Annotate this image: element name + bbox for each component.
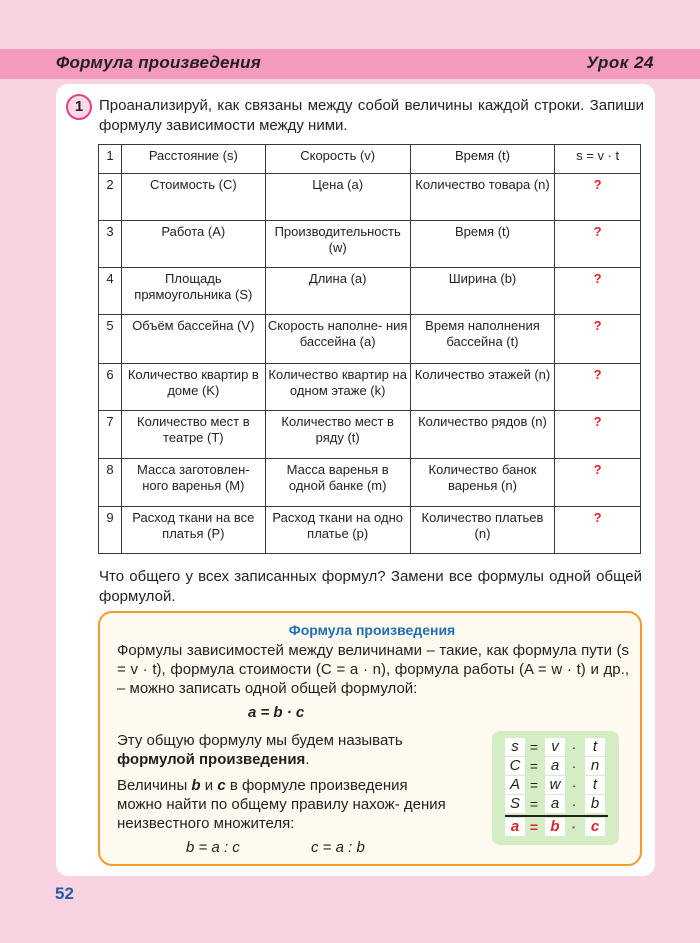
table-row xyxy=(99,174,641,221)
rule-title: Формула произведения xyxy=(288,622,456,638)
task-number-badge: 1 xyxy=(66,94,92,120)
cell-a: Масса заготовлен- ного варенья (M) xyxy=(121,459,265,507)
cell-b: Длина (a) xyxy=(265,268,410,315)
grid-variable: b xyxy=(585,795,605,813)
grid-operator: = xyxy=(529,819,539,835)
rule-text-name-part: Эту общую формулу мы будем называть xyxy=(117,732,403,749)
rule-text-factors-part: Величины xyxy=(117,777,192,794)
grid-operator: = xyxy=(529,796,539,812)
grid-variable: c xyxy=(585,818,605,836)
grid-operator: = xyxy=(529,777,539,793)
table-row xyxy=(99,145,641,174)
cell-c: Ширина (b) xyxy=(410,268,555,315)
cell-f: ? xyxy=(555,315,641,364)
cell-a: Количество квартир в доме (K) xyxy=(121,364,265,411)
cell-a: Объём бассейна (V) xyxy=(121,315,265,364)
cell-b: Масса варенья в одной банке (m) xyxy=(265,459,410,507)
lesson-label: Урок 24 xyxy=(586,53,654,72)
rule-text-factors-end: в формуле произведения можно найти по общему правилу нахож- дения неизвестного множителя: xyxy=(117,777,446,832)
cell-c: Время наполнения бассейна (t) xyxy=(410,315,555,364)
cell-c: Количество платьев (n) xyxy=(410,507,555,554)
page-number: 52 xyxy=(55,884,74,903)
grid-operator: = xyxy=(529,758,539,774)
rule-term-bold: формулой произведения xyxy=(117,751,306,768)
grid-operator: = xyxy=(529,739,539,755)
cell-c: Количество товара (n) xyxy=(410,174,555,221)
quantities-table xyxy=(98,144,641,554)
table-row xyxy=(99,315,641,364)
grid-variable: s xyxy=(505,738,525,756)
cell-f: ? xyxy=(555,364,641,411)
cell-n: 1 xyxy=(99,145,122,174)
table-row xyxy=(99,507,641,554)
cell-c: Количество рядов (n) xyxy=(410,411,555,459)
grid-variable: C xyxy=(505,757,525,775)
cell-a: Расстояние (s) xyxy=(121,145,265,174)
cell-n: 3 xyxy=(99,221,122,268)
page-header xyxy=(0,49,700,79)
var-b: b xyxy=(191,777,201,794)
cell-b: Скорость (v) xyxy=(265,145,410,174)
cell-c: Время (t) xyxy=(410,145,555,174)
cell-b: Скорость наполне- ния бассейна (a) xyxy=(265,315,410,364)
grid-variable: t xyxy=(585,738,605,756)
cell-f: ? xyxy=(555,411,641,459)
grid-variable: a xyxy=(545,757,565,775)
var-c: c xyxy=(217,777,226,794)
table-row xyxy=(99,221,641,268)
cell-b: Цена (a) xyxy=(265,174,410,221)
question-text: Что общего у всех записанных формул? Замени все формулы одной общей формулой. xyxy=(99,568,642,605)
rule-text-name-end: . xyxy=(305,751,310,768)
cell-f: ? xyxy=(555,507,641,554)
table-row xyxy=(99,268,641,315)
cell-a: Стоимость (C) xyxy=(121,174,265,221)
grid-variable: a xyxy=(545,795,565,813)
cell-c: Количество этажей (n) xyxy=(410,364,555,411)
cell-c: Время (t) xyxy=(410,221,555,268)
cell-n: 5 xyxy=(99,315,122,364)
cell-a: Площадь прямоугольника (S) xyxy=(121,268,265,315)
cell-b: Количество квартир на одном этаже (k) xyxy=(265,364,410,411)
grid-operator: · xyxy=(571,777,577,793)
grid-variable: v xyxy=(545,738,565,756)
cell-b: Расход ткани на одно платье (p) xyxy=(265,507,410,554)
cell-n: 8 xyxy=(99,459,122,507)
rule-text-factors xyxy=(117,776,452,833)
grid-operator: · xyxy=(571,739,577,755)
task-intro: Проанализируй, как связаны между собой величины каждой строки. Запиши формулу зависимости между ними. xyxy=(99,97,644,134)
formula-b: b = a : c xyxy=(186,839,240,856)
formula-c: c = a : b xyxy=(311,839,365,856)
table-row xyxy=(99,411,641,459)
cell-f: ? xyxy=(555,221,641,268)
cell-n: 4 xyxy=(99,268,122,315)
cell-a: Работа (A) xyxy=(121,221,265,268)
header-title: Формула произведения xyxy=(56,53,261,72)
cell-b: Производительность (w) xyxy=(265,221,410,268)
table-row xyxy=(99,364,641,411)
cell-f: ? xyxy=(555,268,641,315)
cell-a: Количество мест в театре (T) xyxy=(121,411,265,459)
grid-divider xyxy=(505,815,608,817)
grid-operator: · xyxy=(571,819,577,835)
cell-f: ? xyxy=(555,459,641,507)
rule-text-name xyxy=(117,731,452,769)
table-row xyxy=(99,459,641,507)
grid-variable: w xyxy=(545,776,565,794)
cell-n: 7 xyxy=(99,411,122,459)
cell-f: ? xyxy=(555,174,641,221)
general-formula: a = b · c xyxy=(248,704,305,721)
cell-c: Количество банок варенья (n) xyxy=(410,459,555,507)
grid-variable: n xyxy=(585,757,605,775)
rule-text-factors-and: и xyxy=(200,777,218,794)
cell-n: 9 xyxy=(99,507,122,554)
grid-variable: a xyxy=(505,818,525,836)
cell-b: Количество мест в ряду (t) xyxy=(265,411,410,459)
grid-variable: A xyxy=(505,776,525,794)
grid-variable: b xyxy=(545,818,565,836)
cell-a: Расход ткани на все платья (P) xyxy=(121,507,265,554)
cell-n: 2 xyxy=(99,174,122,221)
grid-operator: · xyxy=(571,796,577,812)
rule-text: Формулы зависимостей между величинами – такие, как формула пути (s = v · t), формула стоимости (C = a · n), формула работы (A = w · t) и др., – можно записать одной общей формулой: xyxy=(117,642,629,697)
cell-f: s = v · t xyxy=(555,145,641,174)
grid-operator: · xyxy=(571,758,577,774)
grid-variable: t xyxy=(585,776,605,794)
cell-n: 6 xyxy=(99,364,122,411)
grid-variable: S xyxy=(505,795,525,813)
